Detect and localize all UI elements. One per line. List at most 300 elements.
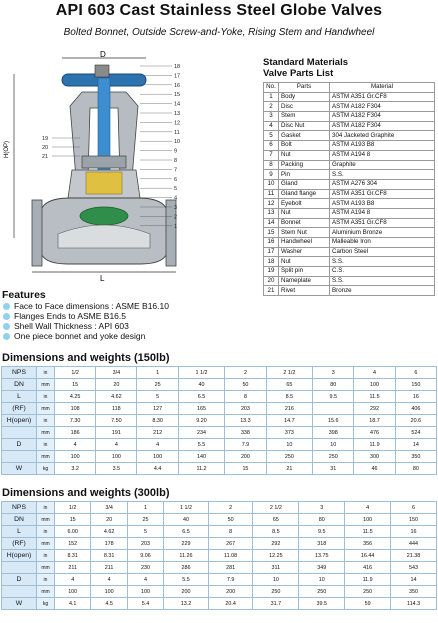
unit-cell: in [37, 439, 55, 451]
callout-number: 21 [42, 154, 49, 160]
parts-cell: ASTM A351 Gr.CF8 [330, 189, 435, 199]
parts-cell: 16 [264, 238, 279, 248]
value-cell: 40 [164, 514, 209, 526]
callout-number: 5 [174, 186, 178, 193]
value-cell: 229 [164, 538, 209, 550]
dim-l-label: L [100, 274, 105, 283]
parts-list-table [263, 82, 435, 296]
parts-cell: 7 [264, 150, 279, 160]
unit-cell: in [37, 526, 55, 538]
value-cell: 9.5 [313, 391, 354, 403]
value-cell: 8 [225, 391, 266, 403]
parts-row [264, 121, 435, 131]
row-label: NPS [2, 367, 37, 379]
parts-row [264, 238, 435, 248]
bullet-icon [3, 333, 10, 340]
value-cell: 7.9 [225, 439, 266, 451]
dim-h-label: H(OP) [4, 141, 10, 158]
parts-cell: ASTM A182 F304 [330, 112, 435, 122]
dim-d-label: D [100, 50, 106, 59]
parts-row [264, 286, 435, 296]
value-cell: 11.26 [164, 550, 209, 562]
value-cell: 9.20 [178, 415, 225, 427]
value-cell: 150 [391, 514, 437, 526]
value-cell: 1/2 [55, 367, 96, 379]
parts-cell: 20 [264, 276, 279, 286]
row-label: L [2, 526, 37, 538]
parts-row [264, 218, 435, 228]
parts-cell: ASTM A193 B8 [330, 199, 435, 209]
value-cell: 216 [266, 403, 313, 415]
value-cell: 127 [137, 403, 178, 415]
value-cell: 250 [345, 586, 391, 598]
value-cell: 4.4 [137, 463, 178, 475]
dimension-row [2, 451, 437, 463]
row-label [2, 562, 37, 574]
dimension-row [2, 562, 437, 574]
value-cell: 2 [208, 502, 253, 514]
value-cell: 6.00 [55, 526, 91, 538]
callout-number: 6 [174, 176, 178, 183]
value-cell: 50 [225, 379, 266, 391]
features-section [2, 289, 262, 341]
value-cell: 350 [391, 586, 437, 598]
callout-number: 8 [174, 158, 178, 164]
value-cell: 40 [178, 379, 225, 391]
parts-row [264, 247, 435, 257]
value-cell: 65 [253, 514, 299, 526]
value-cell: 8.30 [137, 415, 178, 427]
parts-cell: Gland [279, 179, 330, 189]
value-cell: 18.7 [354, 415, 395, 427]
unit-cell: in [37, 367, 55, 379]
unit-cell: mm [37, 586, 55, 598]
parts-row [264, 208, 435, 218]
dimension-row [2, 379, 437, 391]
value-cell: 100 [96, 451, 137, 463]
feature-text: One piece bonnet and yoke design [14, 331, 146, 341]
value-cell: 100 [127, 586, 163, 598]
parts-header-cell: Material [330, 83, 435, 93]
features-title: Features [2, 289, 46, 301]
dimension-row [2, 586, 437, 598]
parts-cell: Bronze [330, 286, 435, 296]
parts-cell: Stem Nut [279, 228, 330, 238]
value-cell: 21.38 [391, 550, 437, 562]
value-cell: 118 [96, 403, 137, 415]
row-label: NPS [2, 502, 37, 514]
value-cell: 15 [225, 463, 266, 475]
value-cell: 5 [127, 526, 163, 538]
value-cell: 14.7 [266, 415, 313, 427]
parts-row [264, 179, 435, 189]
value-cell: 10 [253, 574, 299, 586]
value-cell: 9.5 [299, 526, 345, 538]
parts-row [264, 131, 435, 141]
unit-cell: mm [37, 538, 55, 550]
dimension-row [2, 367, 437, 379]
value-cell: 20 [96, 379, 137, 391]
parts-cell: Gland flange [279, 189, 330, 199]
parts-row [264, 228, 435, 238]
parts-header-cell: No. [264, 83, 279, 93]
parts-row [264, 199, 435, 209]
value-cell: 349 [299, 562, 345, 574]
parts-cell: 2 [264, 102, 279, 112]
left-flange [32, 200, 42, 266]
value-cell: 200 [208, 586, 253, 598]
unit-cell: mm [37, 451, 55, 463]
callout-number: 4 [174, 195, 178, 202]
unit-cell: kg [37, 598, 55, 610]
parts-cell: Pin [279, 170, 330, 180]
unit-cell: mm [37, 562, 55, 574]
parts-row [264, 150, 435, 160]
value-cell: 318 [299, 538, 345, 550]
value-cell: 16 [391, 526, 437, 538]
callout-number: 20 [42, 145, 49, 151]
value-cell: 4.25 [55, 391, 96, 403]
parts-cell: 5 [264, 131, 279, 141]
value-cell: 286 [164, 562, 209, 574]
parts-cell: Split pin [279, 267, 330, 277]
parts-cell: 21 [264, 286, 279, 296]
feature-text: Flanges Ends to ASME B16.5 [14, 311, 126, 321]
value-cell: 4 [137, 439, 178, 451]
value-cell: 203 [225, 403, 266, 415]
callout-number: 17 [174, 73, 181, 80]
value-cell: 21 [266, 463, 313, 475]
value-cell: 11.2 [178, 463, 225, 475]
value-cell: 4 [96, 439, 137, 451]
value-cell: 80 [313, 379, 354, 391]
value-cell: 12.25 [253, 550, 299, 562]
value-cell: 211 [55, 562, 91, 574]
value-cell: 8.31 [55, 550, 91, 562]
value-cell: 11.5 [354, 391, 395, 403]
value-cell: 1 1/2 [178, 367, 225, 379]
value-cell: 8.5 [266, 391, 313, 403]
value-cell: 4 [55, 574, 91, 586]
row-label: (RF) [2, 538, 37, 550]
valve-drawing [0, 48, 262, 286]
dimension-row [2, 514, 437, 526]
disc [80, 207, 128, 225]
value-cell: 3/4 [96, 367, 137, 379]
parts-cell: ASTM A182 F304 [330, 121, 435, 131]
parts-cell: 12 [264, 199, 279, 209]
value-cell: 150 [395, 379, 436, 391]
value-cell: 31.7 [253, 598, 299, 610]
parts-cell: Bonnet [279, 218, 330, 228]
page-title: API 603 Cast Stainless Steel Globe Valves [55, 2, 383, 19]
parts-cell: Rivet [279, 286, 330, 296]
value-cell: 100 [137, 451, 178, 463]
value-cell: 398 [313, 427, 354, 439]
value-cell: 230 [127, 562, 163, 574]
dimension-row [2, 538, 437, 550]
value-cell: 100 [91, 586, 127, 598]
value-cell: 476 [354, 427, 395, 439]
callout-number: 12 [174, 120, 181, 127]
value-cell: 3.5 [96, 463, 137, 475]
value-cell: 3 [299, 502, 345, 514]
value-cell: 1 [127, 502, 163, 514]
value-cell: 191 [96, 427, 137, 439]
value-cell: 11.5 [345, 526, 391, 538]
parts-cell: Nut [279, 208, 330, 218]
value-cell: 8 [208, 526, 253, 538]
value-cell: 100 [354, 379, 395, 391]
table300-title: Dimensions and weights (300lb) [2, 487, 170, 499]
value-cell: 234 [178, 427, 225, 439]
gland-flange [82, 156, 126, 168]
unit-cell: mm [37, 514, 55, 526]
value-cell: 250 [313, 451, 354, 463]
parts-cell: Malleable Iron [330, 238, 435, 248]
callout-number: 16 [174, 82, 181, 89]
row-label: H(open) [2, 415, 37, 427]
parts-cell: ASTM A351 Gr.CF8 [330, 218, 435, 228]
value-cell: 1 1/2 [164, 502, 209, 514]
value-cell: 11.9 [345, 574, 391, 586]
packing [86, 172, 122, 194]
parts-cell: Nut [279, 150, 330, 160]
value-cell: 7.9 [208, 574, 253, 586]
value-cell: 20.6 [395, 415, 436, 427]
value-cell: 108 [55, 403, 96, 415]
parts-cell: Disc Nut [279, 121, 330, 131]
value-cell: 13.75 [299, 550, 345, 562]
value-cell: 212 [137, 427, 178, 439]
parts-cell: 18 [264, 257, 279, 267]
dimension-row [2, 502, 437, 514]
dimension-row [2, 403, 437, 415]
value-cell: 80 [395, 463, 436, 475]
value-cell: 3/4 [91, 502, 127, 514]
row-label [2, 427, 37, 439]
value-cell: 65 [266, 379, 313, 391]
parts-row [264, 267, 435, 277]
parts-cell: Aluminium Bronze [330, 228, 435, 238]
parts-cell: 19 [264, 267, 279, 277]
row-label: W [2, 598, 37, 610]
value-cell: 46 [354, 463, 395, 475]
value-cell: 152 [55, 538, 91, 550]
value-cell: 10 [266, 439, 313, 451]
dimension-row [2, 574, 437, 586]
row-label: L [2, 391, 37, 403]
value-cell: 15.6 [313, 415, 354, 427]
value-cell: 20.4 [208, 598, 253, 610]
parts-cell: 10 [264, 179, 279, 189]
value-cell: 356 [345, 538, 391, 550]
parts-cell: 17 [264, 247, 279, 257]
parts-cell: Nut [279, 257, 330, 267]
parts-row [264, 189, 435, 199]
value-cell: 4.1 [55, 598, 91, 610]
unit-cell: mm [37, 379, 55, 391]
feature-item [2, 311, 262, 321]
value-cell: 300 [354, 451, 395, 463]
parts-cell: 3 [264, 112, 279, 122]
parts-row [264, 112, 435, 122]
value-cell: 140 [178, 451, 225, 463]
parts-header-cell: Parts [279, 83, 330, 93]
feature-item [2, 321, 262, 331]
callout-number: 3 [174, 205, 178, 211]
value-cell: 4.62 [91, 526, 127, 538]
parts-cell: 15 [264, 228, 279, 238]
value-cell: 6.5 [164, 526, 209, 538]
value-cell: 11.9 [354, 439, 395, 451]
value-cell: 1 [137, 367, 178, 379]
unit-cell: mm [37, 427, 55, 439]
value-cell: 1/2 [55, 502, 91, 514]
unit-cell: kg [37, 463, 55, 475]
value-cell: 80 [299, 514, 345, 526]
parts-cell: S.S. [330, 257, 435, 267]
parts-cell: Eyebolt [279, 199, 330, 209]
value-cell: 6 [395, 367, 436, 379]
parts-cell: C.S. [330, 267, 435, 277]
value-cell: 4.62 [96, 391, 137, 403]
callout-number: 1 [174, 223, 178, 230]
value-cell: 20 [91, 514, 127, 526]
value-cell: 25 [127, 514, 163, 526]
bullet-icon [3, 313, 10, 320]
value-cell: 9.06 [127, 550, 163, 562]
row-label: (RF) [2, 403, 37, 415]
callout-number: 18 [174, 64, 181, 70]
value-cell: 13.2 [164, 598, 209, 610]
value-cell: 186 [55, 427, 96, 439]
value-cell: 15 [55, 514, 91, 526]
value-cell: 114.3 [391, 598, 437, 610]
value-cell: 350 [395, 451, 436, 463]
parts-row [264, 257, 435, 267]
value-cell: 292 [253, 538, 299, 550]
parts-cell: Carbon Steel [330, 247, 435, 257]
value-cell: 211 [91, 562, 127, 574]
value-cell: 16.44 [345, 550, 391, 562]
table150-title: Dimensions and weights (150lb) [2, 352, 170, 364]
value-cell: 524 [395, 427, 436, 439]
parts-cell: 1 [264, 92, 279, 102]
value-cell: 100 [55, 451, 96, 463]
value-cell: 4 [354, 367, 395, 379]
value-cell: 13.3 [225, 415, 266, 427]
row-label [2, 451, 37, 463]
value-cell: 31 [313, 463, 354, 475]
value-cell: 444 [391, 538, 437, 550]
parts-cell: ASTM A194 8 [330, 208, 435, 218]
value-cell: 6 [391, 502, 437, 514]
value-cell [313, 403, 354, 415]
dimension-row [2, 427, 437, 439]
value-cell: 373 [266, 427, 313, 439]
parts-cell: 304 Jacketed Graphite [330, 131, 435, 141]
parts-cell: 11 [264, 189, 279, 199]
parts-cell: 6 [264, 141, 279, 151]
feature-text: Face to Face dimensions : ASME B16.10 [14, 301, 169, 311]
value-cell: 338 [225, 427, 266, 439]
value-cell: 292 [354, 403, 395, 415]
value-cell: 6.5 [178, 391, 225, 403]
parts-list-title: Standard Materials Valve Parts List [263, 57, 348, 79]
value-cell: 5.5 [164, 574, 209, 586]
value-cell: 14 [395, 439, 436, 451]
value-cell: 15 [55, 379, 96, 391]
value-cell: 250 [299, 586, 345, 598]
value-cell: 2 1/2 [266, 367, 313, 379]
value-cell: 10 [313, 439, 354, 451]
value-cell: 416 [345, 562, 391, 574]
value-cell: 5.5 [178, 439, 225, 451]
value-cell: 10 [299, 574, 345, 586]
value-cell: 4 [345, 502, 391, 514]
value-cell: 281 [208, 562, 253, 574]
value-cell: 11.08 [208, 550, 253, 562]
parts-row [264, 92, 435, 102]
value-cell: 200 [225, 451, 266, 463]
row-label [2, 586, 37, 598]
dimension-row [2, 439, 437, 451]
parts-cell: 14 [264, 218, 279, 228]
value-cell: 16 [395, 391, 436, 403]
parts-cell: Disc [279, 102, 330, 112]
row-label: D [2, 439, 37, 451]
callout-number: 10 [174, 139, 181, 146]
value-cell: 4 [127, 574, 163, 586]
value-cell: 2 1/2 [253, 502, 299, 514]
row-label: H(open) [2, 550, 37, 562]
feature-item [2, 331, 262, 341]
callout-number: 2 [174, 214, 178, 221]
value-cell: 39.5 [299, 598, 345, 610]
unit-cell: in [37, 415, 55, 427]
dimension-row [2, 526, 437, 538]
value-cell: 3 [313, 367, 354, 379]
value-cell: 406 [395, 403, 436, 415]
feature-item [2, 301, 262, 311]
callout-number: 9 [174, 148, 178, 155]
parts-cell: ASTM A351 Gr.CF8 [330, 92, 435, 102]
parts-row [264, 170, 435, 180]
parts-cell: Graphite [330, 160, 435, 170]
callout-number: 7 [174, 167, 178, 174]
bullet-icon [3, 323, 10, 330]
parts-cell: Handwheel [279, 238, 330, 248]
dimension-row [2, 391, 437, 403]
parts-row [264, 102, 435, 112]
feature-text: Shell Wall Thickness : API 603 [14, 321, 129, 331]
value-cell: 178 [91, 538, 127, 550]
parts-cell: S.S. [330, 170, 435, 180]
parts-cell: Packing [279, 160, 330, 170]
row-label: W [2, 463, 37, 475]
value-cell: 200 [164, 586, 209, 598]
parts-cell: S.S. [330, 276, 435, 286]
parts-cell: ASTM A193 B8 [330, 141, 435, 151]
parts-cell: 9 [264, 170, 279, 180]
value-cell: 5 [137, 391, 178, 403]
value-cell: 50 [208, 514, 253, 526]
value-cell: 59 [345, 598, 391, 610]
dimension-row [2, 463, 437, 475]
row-label: D [2, 574, 37, 586]
value-cell: 267 [208, 538, 253, 550]
